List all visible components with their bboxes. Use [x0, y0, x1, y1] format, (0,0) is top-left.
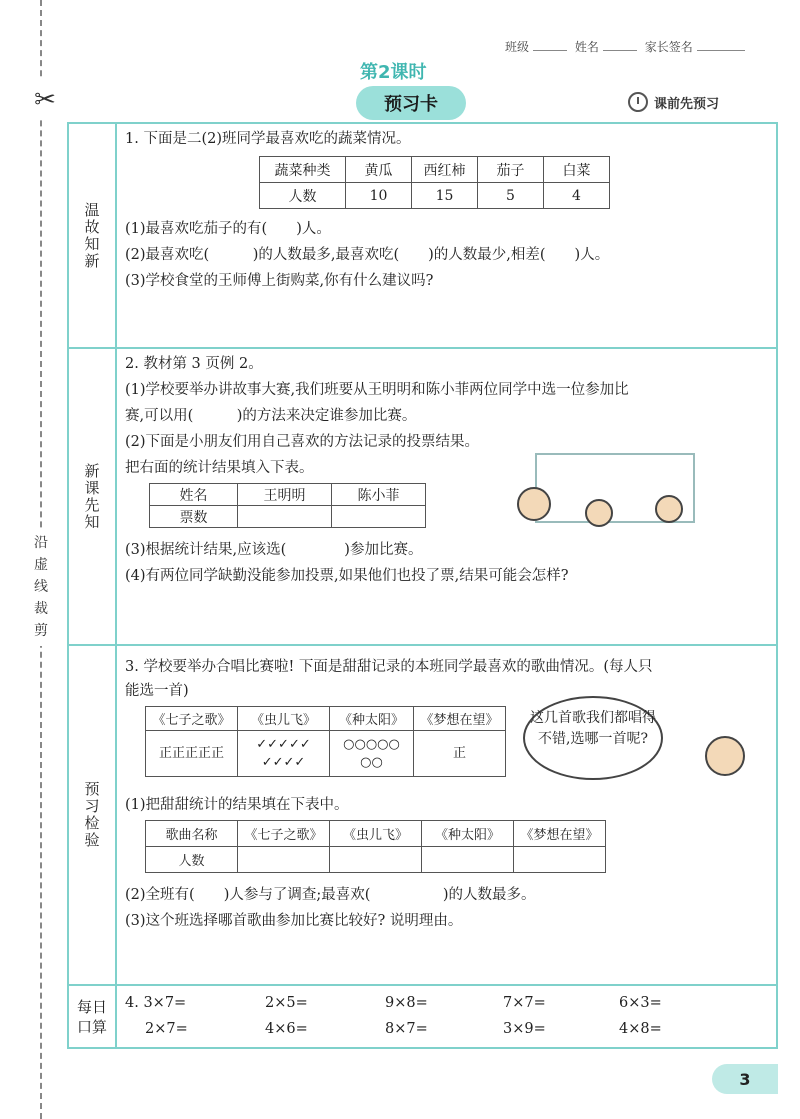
calc-item: 4×6= [265, 1021, 308, 1037]
table-cell: 票数 [150, 506, 238, 528]
table-cell: 西红柿 [412, 157, 478, 183]
parent-sign-label: 家长签名 [644, 40, 693, 54]
answer-cell[interactable] [514, 847, 606, 873]
section-preview-check [69, 646, 776, 986]
table-cell: 人数 [146, 847, 238, 873]
section-review [69, 124, 776, 349]
preview-label: 课前先预习 [654, 96, 720, 112]
calc-item: 4×8= [619, 1021, 662, 1037]
table-row [150, 484, 426, 506]
table-cell: 王明明 [238, 484, 332, 506]
table-cell: 4 [544, 183, 610, 209]
question-title: 1. 下面是二(2)班同学最喜欢吃的蔬菜情况。 [125, 131, 411, 147]
card-badge: 预习卡 [356, 86, 466, 120]
cut-label: 沿虚线裁剪 [30, 528, 52, 646]
table-cell: 《梦想在望》 [414, 707, 506, 731]
preview-tag [628, 92, 719, 112]
table-cell: 《虫儿飞》 [238, 707, 330, 731]
class-blank[interactable] [533, 50, 567, 51]
question-title-b: 能选一首) [125, 683, 189, 699]
question-title-a: 3. 学校要举办合唱比赛啦! 下面是甜甜记录的本班同学最喜欢的歌曲情况。(每人只 [125, 659, 653, 675]
tally-cell: 正正正正正 [146, 731, 238, 777]
table-cell: 《种太阳》 [330, 707, 414, 731]
table-cell: 蔬菜种类 [260, 157, 346, 183]
parent-sign-blank[interactable] [697, 50, 745, 51]
song-result-table [145, 820, 606, 873]
question-1a: (1)学校要举办讲故事大赛,我们班要从王明明和陈小菲两位同学中选一位参加比 [125, 382, 629, 398]
lesson-title: 第2课时 [360, 62, 427, 83]
question-1: (1)最喜欢吃茄子的有( )人。 [125, 221, 331, 237]
class-label: 班级 [505, 40, 530, 54]
speech-bubble: 这几首歌我们都唱得不错,选哪一首呢? [523, 696, 663, 780]
table-cell: 人数 [260, 183, 346, 209]
question-3: (3)这个班选择哪首歌曲参加比赛比较好? 说明理由。 [125, 913, 463, 929]
table-row [260, 157, 610, 183]
calc-item: 8×7= [385, 1021, 428, 1037]
tally-cell: ✓✓✓✓✓ ✓✓✓✓ [238, 731, 330, 777]
table-cell: 茄子 [478, 157, 544, 183]
table-cell: 5 [478, 183, 544, 209]
table-row [150, 506, 426, 528]
table-cell: 《梦想在望》 [514, 821, 606, 847]
question-2: (2)下面是小朋友们用自己喜欢的方法记录的投票结果。 [125, 434, 480, 450]
tally-cell: ○○○○○ ○○ [330, 731, 414, 777]
calc-item: 3×9= [503, 1021, 546, 1037]
answer-cell[interactable] [238, 847, 330, 873]
question-title: 2. 教材第 3 页例 2。 [125, 356, 263, 372]
table-cell: 姓名 [150, 484, 238, 506]
calc-item: 2×7= [145, 1021, 188, 1037]
question-2b: 把右面的统计结果填入下表。 [125, 460, 314, 476]
calc-item: 6×3= [619, 995, 662, 1011]
table-cell: 歌曲名称 [146, 821, 238, 847]
child-illustration [705, 736, 745, 776]
tally-cell: 正 [414, 731, 506, 777]
table-row [260, 183, 610, 209]
table-cell: 《七子之歌》 [238, 821, 330, 847]
answer-cell[interactable] [330, 847, 422, 873]
table-cell: 《七子之歌》 [146, 707, 238, 731]
question-3: (3)学校食堂的王师傅上街购菜,你有什么建议吗? [125, 273, 434, 289]
section-new-lesson [69, 349, 776, 646]
answer-cell[interactable] [332, 506, 426, 528]
answer-cell[interactable] [238, 506, 332, 528]
question-2: (2)全班有( )人参与了调查;最喜欢( )的人数最多。 [125, 887, 536, 903]
student-info [505, 38, 749, 55]
tally-table [145, 706, 506, 777]
vegetable-table [259, 156, 610, 209]
section-label: 新课先知 [69, 349, 117, 644]
question-1b: 赛,可以用( )的方法来决定谁参加比赛。 [125, 408, 417, 424]
clock-icon [628, 92, 648, 112]
question-2: (2)最喜欢吃( )的人数最多,最喜欢吃( )的人数最少,相差( )人。 [125, 247, 610, 263]
table-cell: 《种太阳》 [422, 821, 514, 847]
table-cell: 黄瓜 [346, 157, 412, 183]
question-3: (3)根据统计结果,应该选( )参加比赛。 [125, 542, 423, 558]
table-cell: 15 [412, 183, 478, 209]
question-1: (1)把甜甜统计的结果填在下表中。 [125, 797, 349, 813]
table-cell: 《虫儿飞》 [330, 821, 422, 847]
section-label: 每日口算 [69, 986, 117, 1047]
table-row [146, 731, 506, 777]
section-label: 预习检验 [69, 646, 117, 984]
table-cell: 陈小菲 [332, 484, 426, 506]
table-cell: 白菜 [544, 157, 610, 183]
table-row [146, 847, 606, 873]
calc-item: 7×7= [503, 995, 546, 1011]
table-cell: 10 [346, 183, 412, 209]
name-blank[interactable] [603, 50, 637, 51]
child-illustration [585, 499, 613, 527]
calc-item: 4. 3×7= [125, 995, 187, 1011]
section-daily-calc [69, 986, 776, 1047]
page-number: 3 [712, 1064, 778, 1094]
table-row [146, 707, 506, 731]
worksheet-frame [67, 122, 778, 1049]
answer-cell[interactable] [422, 847, 514, 873]
table-row [146, 821, 606, 847]
calc-item: 2×5= [265, 995, 308, 1011]
section-label: 温故知新 [69, 124, 117, 347]
vote-table [149, 483, 426, 528]
child-illustration [517, 487, 551, 521]
calc-item: 9×8= [385, 995, 428, 1011]
name-label: 姓名 [574, 40, 599, 54]
scissors-icon: ✂ [30, 80, 60, 120]
question-4: (4)有两位同学缺勤没能参加投票,如果他们也投了票,结果可能会怎样? [125, 568, 569, 584]
child-illustration [655, 495, 683, 523]
